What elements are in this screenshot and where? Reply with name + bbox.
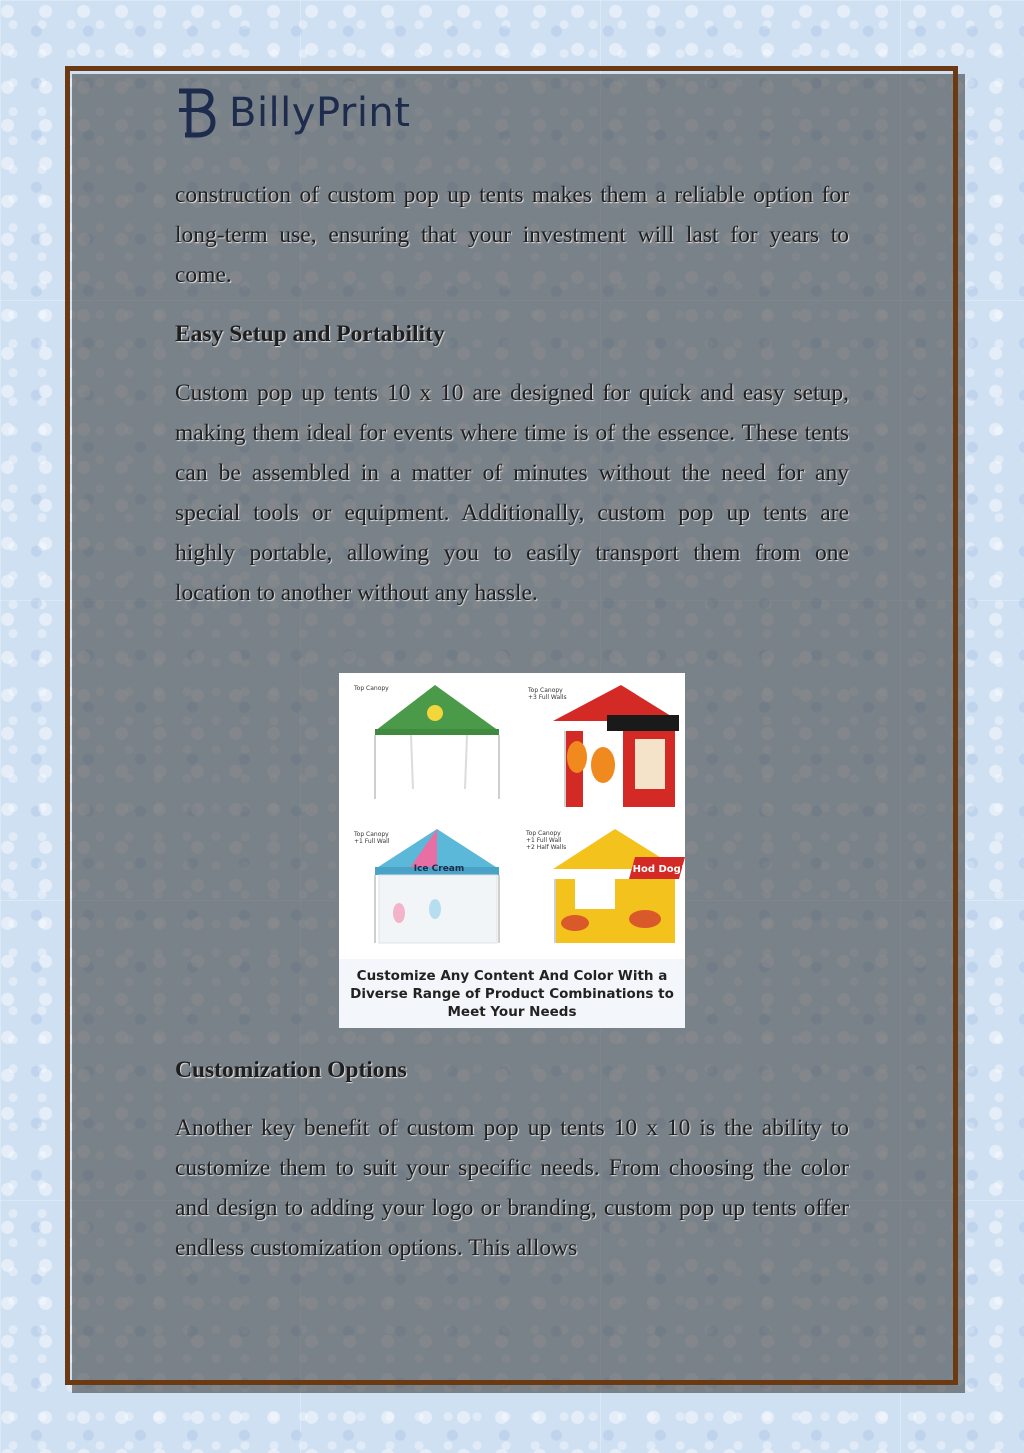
hot-dog-canopy-text: Hod Dog! — [632, 864, 685, 875]
tent-label-top-canopy — [354, 685, 389, 692]
tent-label-line: Top Canopy — [526, 830, 561, 837]
tent-canopy-three-walls — [553, 685, 679, 807]
brand-logo — [175, 86, 410, 140]
tent-label-line: +3 Full Walls — [528, 694, 567, 701]
intro-paragraph: construction of custom pop up tents makes them a reliable option for long-term use, ensuring that your investment will last for years to come. — [175, 182, 849, 288]
caption-line: Diverse Range of Product Combinations to — [350, 986, 674, 1002]
tent-label-line: Top Canopy — [354, 831, 389, 838]
setup-paragraph: Custom pop up tents 10 x 10 are designed for quick and easy setup, making them ideal for events where time is of the essence. These tents can be assembled in a matter of minutes without the need for any special tools or equipment. Additionally, custom pop up tents are highly portable, allowing you to easily transport them from one location to another without any hassle. — [175, 380, 849, 606]
heading-customization: Customization Options — [175, 1057, 407, 1083]
caption-line: Customize Any Content And Color With a — [356, 968, 668, 984]
tent-top-canopy — [375, 685, 499, 799]
customization-paragraph: Another key benefit of custom pop up tents 10 x 10 is the ability to customize them to suit your specific needs. From choosing the color and design to adding your logo or branding, custom pop up tents offer endless customization options. This allows — [175, 1115, 849, 1261]
tent-label-line: +1 Full Wall — [526, 837, 562, 844]
tent-label-line: Top Canopy — [354, 685, 389, 692]
tent-canopy-one-wall — [375, 829, 499, 943]
heading-easy-setup: Easy Setup and Portability — [175, 321, 445, 347]
tent-illustrations — [339, 673, 685, 959]
tent-label-three-walls — [528, 687, 567, 701]
tent-label-line: +2 Half Walls — [526, 844, 567, 851]
tent-options-image — [339, 673, 685, 1028]
caption-line: Meet Your Needs — [447, 1004, 577, 1020]
tent-label-line: Top Canopy — [528, 687, 563, 694]
tent-label-one-wall — [354, 831, 389, 845]
brand-name: BillyPrint — [229, 90, 411, 136]
ice-cream-canopy-text: Ice Cream — [413, 864, 465, 874]
tent-canopy-one-wall-two-half-walls — [553, 829, 685, 943]
tent-label-line: +1 Full Wall — [354, 838, 390, 845]
figure-caption — [339, 959, 685, 1028]
tent-label-one-wall-two-half — [526, 830, 566, 851]
billyprint-logo-icon — [175, 87, 219, 139]
